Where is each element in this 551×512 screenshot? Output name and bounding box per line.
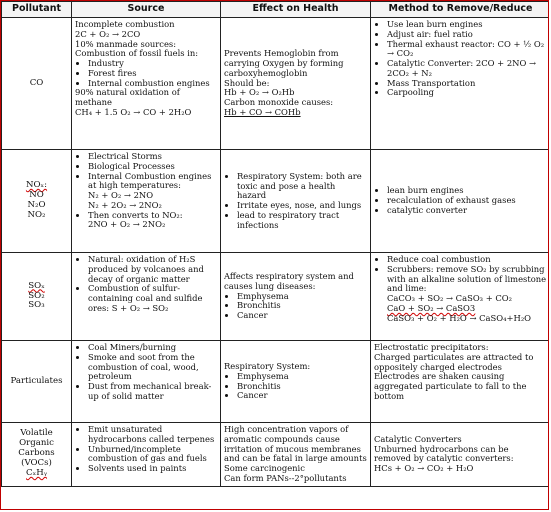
list-item: • Mass Transportation xyxy=(387,79,547,89)
pollutant-cell xyxy=(2,150,72,253)
method-equation: HCs + O₂ → CO₂ + H₂O xyxy=(374,463,474,473)
effect-cell xyxy=(221,150,371,253)
list-item: • Adjust air: fuel ratio xyxy=(387,30,547,40)
method-text: Unburned hydrocarbons can be removed by catalytic converters: xyxy=(374,443,514,464)
list-item: • Combustion of sulfur-containing coal and sulfide ores: S + O₂ → SO₂ xyxy=(88,284,217,313)
list-item: • Cancer xyxy=(237,391,367,401)
list-item: • Smoke and soot from the combustion of coal, wood, petroleum xyxy=(88,353,217,382)
source-text: 10% manmade sources: xyxy=(75,38,177,49)
header-source: Source xyxy=(72,2,221,18)
effect-text: Some carcinogenic xyxy=(224,463,305,473)
effect-text: Respiratory System: xyxy=(224,361,311,371)
list-item: • Then converts to NO₂: xyxy=(88,211,217,221)
list-item: • Bronchitis xyxy=(237,382,367,392)
source-list xyxy=(75,343,217,402)
list-item: • Scrubbers: remove SO₂ by scrubbing with an alkaline solution of limestone and lime: xyxy=(387,265,547,294)
source-equation: 2NO + O₂ → 2NO₂ xyxy=(88,219,166,230)
list-item: • Dust from mechanical break-up of solid matter xyxy=(88,382,217,402)
table-row-vocs xyxy=(2,423,550,487)
source-text: Incomplete combustion xyxy=(75,19,175,29)
list-item: • Natural: oxidation of H₂S produced by volcanoes and decay of organic matter xyxy=(88,255,217,284)
method-cell xyxy=(371,18,550,150)
source-cell xyxy=(72,18,221,150)
source-text: 90% natural oxidation of methane xyxy=(75,87,180,107)
list-item: • Forest fires xyxy=(88,69,217,79)
effect-list xyxy=(224,292,367,321)
header-pollutant: Pollutant xyxy=(2,2,72,18)
method-cell xyxy=(371,341,550,423)
pollutant-cell xyxy=(2,423,72,487)
pollutant-name: Particulates xyxy=(10,375,63,386)
pollution-table xyxy=(1,1,549,487)
effect-cell xyxy=(221,341,371,423)
list-item: • Emit unsaturated hydrocarbons called terpenes xyxy=(88,425,217,445)
pollutant-name: NOₓ: xyxy=(25,180,48,191)
effect-list xyxy=(224,372,367,401)
method-list xyxy=(374,20,547,98)
effect-list xyxy=(224,172,367,231)
list-item: • recalculation of exhaust gases xyxy=(387,196,547,206)
effect-text: Affects respiratory system and causes lung diseases: xyxy=(224,271,354,291)
method-equation: CaCO₃ + SO₂ → CaSO₃ + CO₂ xyxy=(387,293,513,303)
effect-equation: Hb + O₂ → O₂Hb xyxy=(224,87,295,98)
source-cell xyxy=(72,423,221,487)
list-item: • Carpooling xyxy=(387,88,547,98)
effect-text: High concentration vapors of aromatic compounds cause irritation of mucous membranes and can be fatal in large amounts xyxy=(224,424,367,464)
pollutant-name: SO₂ xyxy=(28,290,45,301)
pollutant-cell xyxy=(2,341,72,423)
source-equation: CH₄ + 1.5 O₂ → CO + 2H₂O xyxy=(75,106,192,117)
effect-cell xyxy=(221,253,371,341)
list-item: • Catalytic Converter: 2CO + 2NO → 2CO₂ + N₂ xyxy=(387,59,547,79)
source-list xyxy=(75,425,217,474)
effect-text: Can form PANs--2°pollutants xyxy=(224,472,347,483)
list-item: • Solvents used in paints xyxy=(88,464,217,474)
source-list xyxy=(75,59,217,88)
pollutant-name: SO₃ xyxy=(28,300,45,311)
list-item: • lean burn engines xyxy=(387,186,547,196)
list-item: • Coal Miners/burning xyxy=(88,343,217,353)
method-cell xyxy=(371,150,550,253)
pollutant-name: Carbons xyxy=(18,448,55,459)
list-item: • Biological Processes xyxy=(88,162,217,172)
pollutant-name: (VOCs) xyxy=(21,458,52,469)
effect-text: Carbon monoxide causes: xyxy=(224,97,334,108)
list-item: • Irritate eyes, nose, and lungs xyxy=(237,201,367,211)
list-item: • Emphysema xyxy=(237,372,367,382)
pollutant-name: CₓHᵧ xyxy=(26,468,47,479)
effect-text: Should be: xyxy=(224,77,270,88)
effect-equation: Hb + CO → COHb xyxy=(224,106,301,117)
method-equation: CaO + SO₂ → CaSO3 xyxy=(387,302,476,313)
method-cell xyxy=(371,253,550,341)
effect-cell xyxy=(221,18,371,150)
source-cell xyxy=(72,150,221,253)
pollutant-name: Volatile xyxy=(20,428,53,439)
method-cell xyxy=(371,423,550,487)
pollutant-name: CO xyxy=(29,77,44,88)
source-text: Combustion of fossil fuels in: xyxy=(75,48,199,59)
list-item: • Reduce coal combustion xyxy=(387,255,547,265)
effect-text: Prevents Hemoglobin from carrying Oxygen by forming carboxyhemoglobin xyxy=(224,48,344,78)
method-list xyxy=(374,255,547,294)
method-text: Charged particulates are attracted to oppositely charged electrodes xyxy=(374,351,534,372)
pollutant-name: SOₓ xyxy=(28,280,45,291)
table-row-co xyxy=(2,18,550,150)
method-text: Catalytic Converters xyxy=(374,433,462,444)
list-item: • Respiratory System: both are toxic and pose a health hazard xyxy=(237,172,367,201)
source-text: 2C + O₂ → 2CO xyxy=(75,28,141,39)
source-cell xyxy=(72,341,221,423)
list-item: • Internal Combustion engines at high temperatures: xyxy=(88,172,217,192)
method-equation: CaSO₃ + O₂ + H₂O → CaSO₄+H₂O xyxy=(387,312,532,323)
list-item: • Industry xyxy=(88,59,217,69)
method-text: Electrodes are shaken causing aggregated particulate to fall to the bottom xyxy=(374,371,527,401)
header-method: Method to Remove/Reduce xyxy=(371,2,550,18)
table-row-particulates xyxy=(2,341,550,423)
header-row xyxy=(2,2,550,18)
list-item: • Emphysema xyxy=(237,292,367,302)
list-item: • Electrical Storms xyxy=(88,152,217,162)
pollutant-cell xyxy=(2,253,72,341)
source-equation: N₂ + 2O₂ → 2NO₂ xyxy=(88,199,162,210)
source-list xyxy=(75,152,217,191)
pollutant-name: N₂O xyxy=(27,200,46,210)
effect-cell xyxy=(221,423,371,487)
list-item: • Unburned/incomplete combustion of gas and fuels xyxy=(88,445,217,465)
pollutant-name: NO xyxy=(29,190,44,201)
list-item: • Use lean burn engines xyxy=(387,20,547,30)
source-equation: N₂ + O₂ → 2NO xyxy=(88,190,154,200)
table-row-sox xyxy=(2,253,550,341)
method-list xyxy=(374,186,547,215)
pollutant-cell xyxy=(2,18,72,150)
list-item: • Cancer xyxy=(237,311,367,321)
list-item: • Bronchitis xyxy=(237,301,367,311)
pollutant-name: Organic xyxy=(19,438,54,449)
list-item: • Internal combustion engines xyxy=(88,79,217,89)
header-effect: Effect on Health xyxy=(221,2,371,18)
source-list xyxy=(75,255,217,314)
method-text: Electrostatic precipitators: xyxy=(374,342,489,352)
pollutant-name: NO₂ xyxy=(27,209,46,220)
list-item: • lead to respiratory tract infections xyxy=(237,211,367,231)
list-item: • Thermal exhaust reactor: CO + ½ O₂ → CO₂ xyxy=(387,40,547,60)
source-cell xyxy=(72,253,221,341)
table-row-nox xyxy=(2,150,550,253)
list-item: • catalytic converter xyxy=(387,206,547,216)
